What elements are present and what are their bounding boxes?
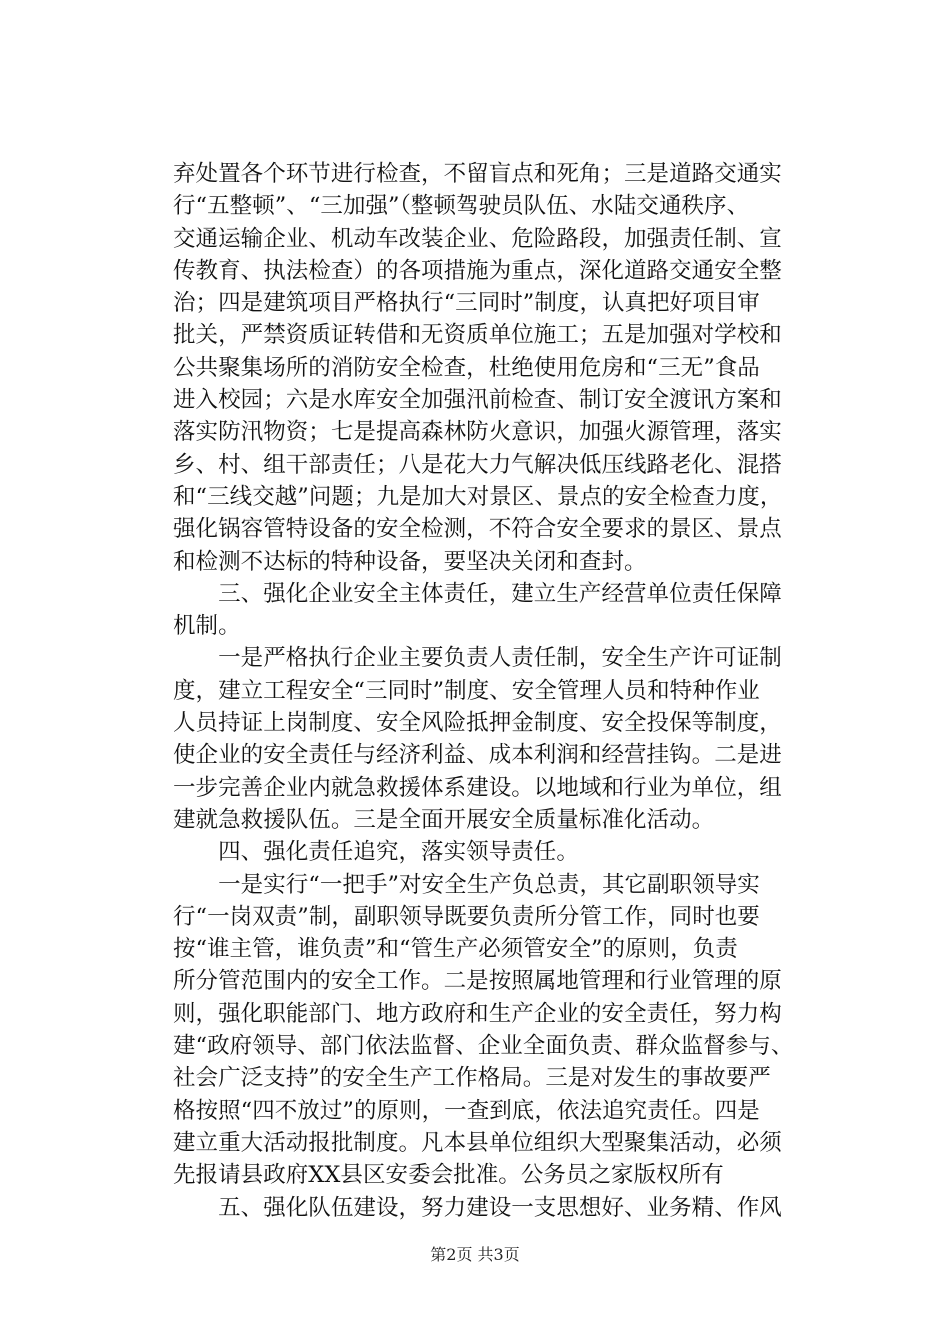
text-line: 公共聚集场所的消防安全检查，杜绝使用危房和“三无”食品 (173, 354, 760, 381)
section-heading-5: 五、强化队伍建设，努力建设一支思想好、业务精、作风 (173, 1194, 782, 1221)
text-line: 乡、村、组干部责任；八是花大力气解决低压线路老化、混搭 (173, 451, 782, 478)
text-line: 一是严格执行企业主要负责人责任制，安全生产许可证制 (173, 645, 782, 672)
section-heading-3: 三、强化企业安全主体责任，建立生产经营单位责任保障 (173, 580, 782, 607)
text-line: 建立重大活动报批制度。凡本县单位组织大型聚集活动，必须 (173, 1129, 782, 1156)
text-line: 进入校园；六是水库安全加强汛前检查、制订安全渡讯方案和 (173, 387, 782, 414)
text-line: 则，强化职能部门、地方政府和生产企业的安全责任，努力构 (173, 1000, 782, 1027)
text-line: 治；四是建筑项目严格执行“三同时”制度，认真把好项目审 (173, 290, 760, 317)
text-line: 机制。 (173, 613, 241, 640)
text-line: 一是实行“一把手”对安全生产负总责，其它副职领导实 (173, 871, 760, 898)
text-line: 落实防汛物资；七是提高森林防火意识，加强火源管理，落实 (173, 419, 782, 446)
text-line: 交通运输企业、机动车改装企业、危险路段，加强责任制、宣 (173, 225, 782, 252)
document-body (173, 158, 794, 1224)
page-number-footer: 第2页 共3页 (430, 1245, 520, 1264)
text-line: 度，建立工程安全“三同时”制度、安全管理人员和特种作业 (173, 677, 760, 704)
text-line: 一步完善企业内就急救援体系建设。以地域和行业为单位，组 (173, 774, 782, 801)
text-line: 弃处置各个环节进行检查，不留盲点和死角；三是道路交通实 (173, 161, 782, 187)
text-line: 建就急救援队伍。三是全面开展安全质量标准化活动。 (173, 806, 715, 833)
text-line: 格按照“四不放过”的原则，一查到底，依法追究责任。四是 (173, 1097, 760, 1124)
text-line: 强化锅容管特设备的安全检测，不符合安全要求的景区、景点 (173, 516, 782, 543)
text-line: 行“一岗双责”制，副职领导既要负责所分管工作，同时也要 (173, 903, 760, 930)
text-line: 人员持证上岗制度、安全风险抵押金制度、安全投保等制度， (173, 710, 782, 737)
text-line: 行“五整顿”、“三加强”（整顿驾驶员队伍、水陆交通秩序、 (173, 193, 750, 220)
text-line: 传教育、执法检查）的各项措施为重点，深化道路交通安全整 (173, 257, 782, 284)
text-line: 建“政府领导、部门依法监督、企业全面负责、群众监督参与、 (173, 1033, 794, 1060)
text-line: 批关，严禁资质证转借和无资质单位施工；五是加强对学校和 (173, 322, 782, 349)
text-line: 所分管范围内的安全工作。二是按照属地管理和行业管理的原 (173, 968, 782, 995)
text-line: 社会广泛支持”的安全生产工作格局。三是对发生的事故要严 (173, 1065, 771, 1092)
text-line: 按“谁主管，谁负责”和“管生产必须管安全”的原则，负责 (173, 936, 738, 963)
text-line: 使企业的安全责任与经济利益、成本利润和经营挂钩。二是进 (173, 742, 782, 769)
text-line: 和“三线交越”问题；九是加大对景区、景点的安全检查力度， (173, 483, 783, 510)
section-heading-4: 四、强化责任追究，落实领导责任。 (173, 839, 579, 866)
text-line: 和检测不达标的特种设备，要坚决关闭和查封。 (173, 548, 647, 575)
text-line: 先报请县政府XX县区安委会批准。公务员之家版权所有 (173, 1162, 724, 1189)
